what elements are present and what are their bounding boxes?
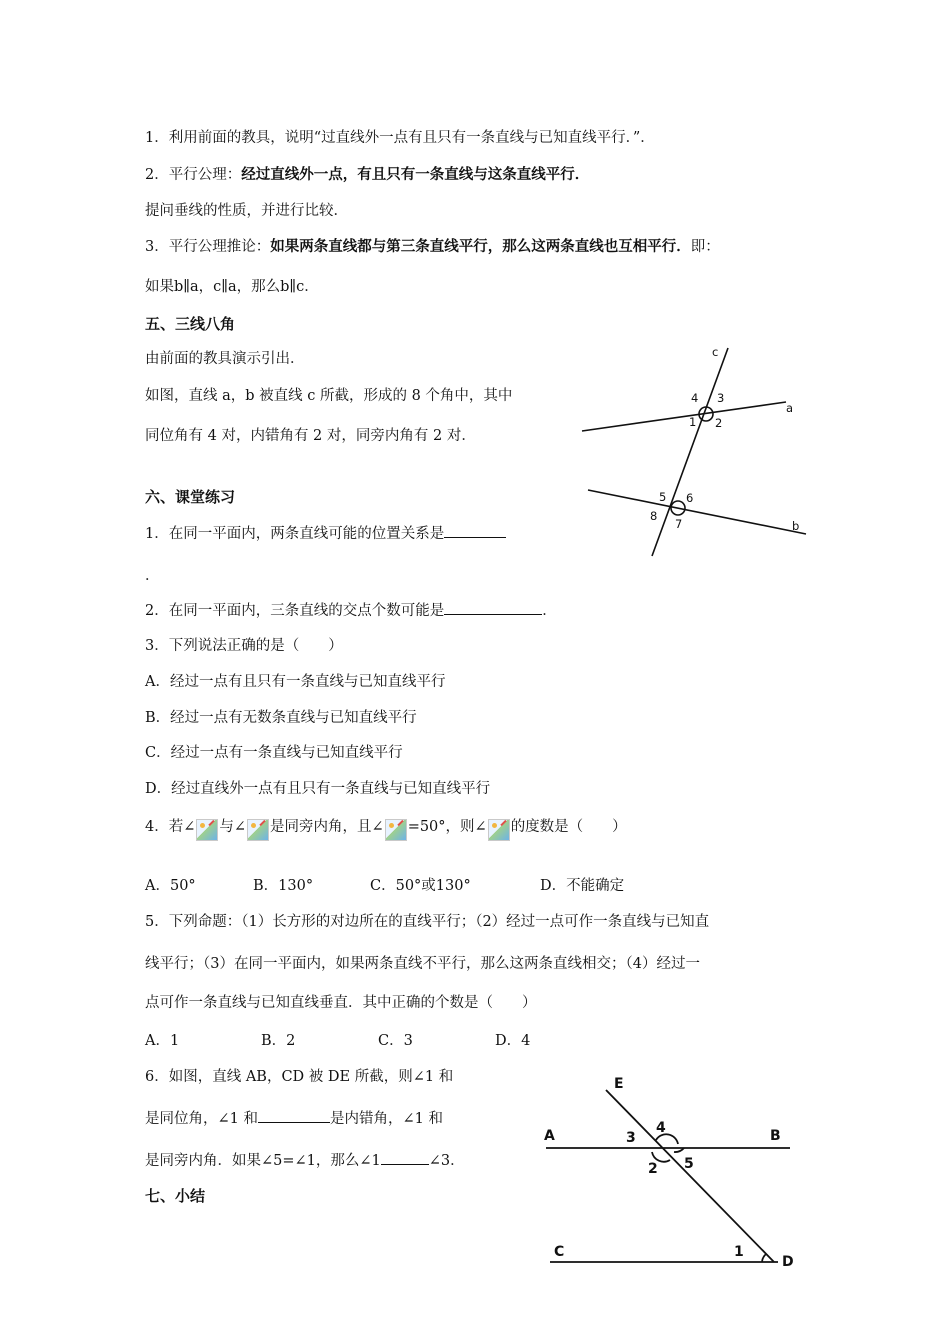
- section-heading: 六、课堂练习: [145, 488, 236, 506]
- question-5-line-2: 线平行；（3）在同一平面内，如果两条直线不平行，那么这两条直线相交；（4）经过一: [145, 956, 700, 972]
- option-c: C．经过一点有一条直线与已知直线平行: [145, 745, 403, 761]
- question-text: 的度数是（ ）: [510, 819, 627, 835]
- question-text: 是同旁内角，且∠: [270, 819, 384, 835]
- angle-label-5: 5: [659, 490, 667, 504]
- question-5-line-3: 点可作一条直线与已知直线垂直．其中正确的个数是（ ）: [145, 995, 537, 1011]
- section-heading: 五、三线八角: [145, 315, 236, 333]
- angle-label-8: 8: [650, 509, 658, 523]
- question-text: 4．若∠: [145, 819, 196, 835]
- label-b: B: [770, 1128, 781, 1144]
- question-text: 2．在同一平面内，三条直线的交点个数可能是: [145, 603, 445, 619]
- question-text: 与∠: [219, 819, 247, 835]
- theorem-text: 经过直线外一点，有且只有一条直线与这条直线平行．: [241, 166, 590, 183]
- question-6-line-1: 6．如图，直线 AB，CD 被 DE 所截，则∠1 和: [145, 1069, 454, 1085]
- label-c: C: [554, 1244, 565, 1260]
- image-placeholder-icon: [385, 819, 407, 841]
- option-b: B．经过一点有无数条直线与已知直线平行: [145, 710, 417, 726]
- option-d: D．经过直线外一点有且只有一条直线与已知直线平行: [145, 781, 491, 797]
- label: 即：: [690, 239, 720, 255]
- option-b: B．2: [261, 1033, 296, 1049]
- question-text: 1．在同一平面内，两条直线可能的位置关系是: [145, 526, 445, 542]
- line-c: [652, 348, 728, 556]
- question-2: [145, 600, 557, 621]
- answer-blank[interactable]: [258, 1108, 330, 1123]
- angle-label-3: 3: [626, 1130, 636, 1146]
- angle-label-2: 2: [648, 1161, 658, 1177]
- answer-blank[interactable]: [381, 1150, 429, 1165]
- question-4: [145, 817, 627, 841]
- question-text: 是内错角，∠1 和: [329, 1111, 443, 1127]
- angle-label-4: 4: [656, 1120, 666, 1136]
- punct: ．: [542, 603, 557, 619]
- angle-label-4: 4: [691, 391, 699, 405]
- question-text: 是同位角，∠1 和: [145, 1111, 258, 1127]
- label-b: b: [792, 519, 800, 533]
- text-line: [145, 165, 589, 185]
- question-6-line-3: [145, 1150, 465, 1171]
- option-a: A．50°: [145, 878, 196, 894]
- angle-label-3: 3: [717, 391, 725, 405]
- angle-label-1: 1: [689, 415, 697, 429]
- option-d: D．4: [495, 1033, 531, 1049]
- question-3: 3．下列说法正确的是（ ）: [145, 638, 343, 654]
- angle-mark-1: [762, 1254, 766, 1262]
- image-placeholder-icon: [247, 819, 269, 841]
- question-text: 是同旁内角．如果∠5=∠1，那么∠1: [145, 1153, 381, 1169]
- line-de: [606, 1090, 774, 1262]
- text-line: 如图，直线 a，b 被直线 c 所截，形成的 8 个角中，其中: [145, 388, 513, 404]
- label-d: D: [782, 1254, 794, 1270]
- angle-label-2: 2: [715, 416, 723, 430]
- theorem-text: 如果两条直线都与第三条直线平行，那么这两条直线也互相平行．: [270, 238, 691, 255]
- line-a: [582, 402, 786, 431]
- image-placeholder-icon: [488, 819, 510, 841]
- angle-label-7: 7: [675, 517, 683, 531]
- line-b: [588, 490, 806, 534]
- text-line: 由前面的教具演示引出．: [145, 351, 305, 367]
- label-a: A: [544, 1128, 555, 1144]
- label-a: a: [786, 401, 794, 415]
- answer-blank[interactable]: [444, 600, 542, 615]
- text-line: 如果b∥a，c∥a，那么b∥c．: [145, 279, 319, 295]
- question-5-line-1: 5．下列命题：（1）长方形的对边所在的直线平行；（2）经过一点可作一条直线与已知直: [145, 914, 710, 930]
- label: 2．平行公理：: [145, 167, 242, 183]
- angle-label-5: 5: [684, 1156, 694, 1172]
- text-line: 1．利用前面的教具，说明“过直线外一点有且只有一条直线与已知直线平行．”．: [145, 130, 655, 146]
- label-c: c: [712, 345, 719, 359]
- question-1-end: ．: [145, 568, 160, 584]
- question-1: [145, 523, 506, 544]
- section-heading: 七、小结: [145, 1187, 206, 1205]
- option-a: A．经过一点有且只有一条直线与已知直线平行: [145, 674, 446, 690]
- answer-blank[interactable]: [444, 523, 506, 538]
- figure-ab-cd-cut-by-de: [538, 1070, 800, 1270]
- label-e: E: [614, 1076, 624, 1092]
- option-a: A．1: [145, 1033, 180, 1049]
- angle-label-6: 6: [686, 491, 694, 505]
- option-c: C．3: [378, 1033, 413, 1049]
- option-c: C．50°或130°: [370, 878, 471, 894]
- figure-three-lines-eight-angles: [578, 344, 810, 560]
- image-placeholder-icon: [196, 819, 218, 841]
- text-line: 提问垂线的性质，并进行比较．: [145, 203, 348, 219]
- question-6-line-2: [145, 1108, 443, 1129]
- option-b: B．130°: [253, 878, 314, 894]
- option-d: D．不能确定: [540, 878, 625, 894]
- angle-label-1: 1: [734, 1244, 744, 1260]
- text-line: [145, 237, 720, 257]
- label: 3．平行公理推论：: [145, 239, 271, 255]
- text-line: 同位角有 4 对，内错角有 2 对，同旁内角有 2 对．: [145, 428, 476, 444]
- question-text: =50°，则∠: [407, 819, 487, 835]
- question-text: ∠3．: [428, 1153, 465, 1169]
